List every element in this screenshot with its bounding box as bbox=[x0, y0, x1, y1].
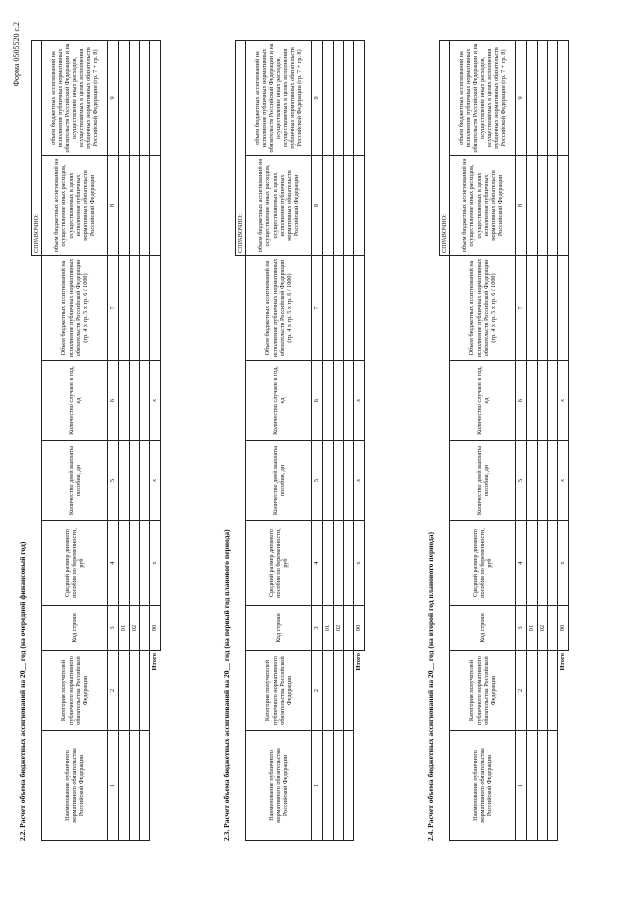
table-cell bbox=[140, 651, 150, 731]
column-number: 4 bbox=[108, 521, 119, 606]
table-cell bbox=[537, 651, 547, 731]
column-number: 1 bbox=[108, 731, 119, 841]
header-allocations-volume: Объем бюджетных ассигнований на исполнение публичных нормативных обязательств Российской Федерации (гр. 4 х гр. 5 х гр. 6 / 1000) bbox=[450, 255, 516, 360]
table-cell bbox=[140, 361, 150, 441]
table-cell bbox=[344, 521, 354, 606]
table-cell bbox=[129, 40, 139, 155]
total-cell bbox=[558, 155, 568, 255]
header-allocations-volume: Объем бюджетных ассигнований на исполнение публичных нормативных обязательств Российской Федерации (гр. 4 х гр. 5 х гр. 6 / 1000) bbox=[246, 255, 312, 360]
table-cell bbox=[333, 255, 343, 360]
not-applicable-mark: x bbox=[558, 361, 568, 441]
row-code: 02 bbox=[537, 606, 547, 651]
table-cell bbox=[323, 521, 333, 606]
table-cell bbox=[323, 361, 333, 441]
total-cell bbox=[354, 40, 364, 155]
not-applicable-mark: x bbox=[354, 441, 364, 521]
table-row bbox=[548, 40, 558, 840]
not-applicable-mark: x bbox=[558, 521, 568, 606]
column-number: 7 bbox=[516, 255, 527, 360]
table-cell bbox=[527, 651, 537, 731]
column-number: 9 bbox=[516, 40, 527, 155]
table-cell bbox=[129, 361, 139, 441]
table-cell bbox=[344, 441, 354, 521]
column-number: 8 bbox=[516, 155, 527, 255]
table-cell bbox=[140, 521, 150, 606]
table-cell bbox=[548, 441, 558, 521]
not-applicable-mark: x bbox=[354, 521, 364, 606]
section-title: 2.2. Расчет объема бюджетных ассигнований на 20__ год (на очередной финансовый год) bbox=[18, 541, 27, 841]
header-cases-per-year: Количество случаев в год, ед bbox=[42, 361, 108, 441]
table-row bbox=[140, 40, 150, 840]
total-cell bbox=[150, 155, 160, 255]
table-cell bbox=[323, 731, 333, 841]
total-label: Итого bbox=[355, 653, 363, 671]
table-row bbox=[333, 40, 343, 840]
table-cell bbox=[323, 255, 333, 360]
reference-header: СПРАВОЧНО: bbox=[236, 40, 246, 255]
column-number: 4 bbox=[312, 521, 323, 606]
column-number: 2 bbox=[516, 651, 527, 731]
total-cell bbox=[150, 40, 160, 155]
table-cell bbox=[527, 441, 537, 521]
total-cell bbox=[354, 255, 364, 360]
table-cell bbox=[548, 361, 558, 441]
not-applicable-mark: x bbox=[150, 361, 160, 441]
total-row-code: 90 bbox=[558, 606, 568, 651]
column-number: 5 bbox=[312, 441, 323, 521]
table-cell bbox=[344, 606, 354, 651]
header-total-with-other: объем бюджетных ассигнований на исполнение публичных нормативных обязательств Российской Федерации и на осуществление иных расходов, осуществляемых в целях исполнения публичных нормативных обязательств Российской Федерации (гр. 7 + гр. 8) bbox=[42, 40, 108, 155]
header-avg-daily-benefit: Средний размер дневного пособия по беременности, руб bbox=[246, 521, 312, 606]
not-applicable-mark: x bbox=[558, 441, 568, 521]
table-cell bbox=[119, 521, 129, 606]
column-number: 1 bbox=[312, 731, 323, 841]
table-cell bbox=[527, 255, 537, 360]
calculation-table bbox=[31, 40, 161, 841]
header-cases-per-year: Количество случаев в год, ед bbox=[450, 361, 516, 441]
calculation-table bbox=[439, 40, 569, 841]
column-number: 9 bbox=[108, 40, 119, 155]
column-numbers-row bbox=[108, 40, 119, 840]
table-cell bbox=[537, 441, 547, 521]
table-cell bbox=[129, 255, 139, 360]
table-cell bbox=[323, 441, 333, 521]
column-number: 5 bbox=[516, 441, 527, 521]
header-obligation-name: Наименование публичного нормативного обязательства Российской Федерации bbox=[42, 731, 108, 841]
form-label: Форма 0505520 с.2 bbox=[12, 22, 21, 87]
section-title: 2.4. Расчет объема бюджетных ассигнований на 20__ год (на второй год планового периода) bbox=[426, 531, 435, 841]
table-cell bbox=[537, 155, 547, 255]
table-cell bbox=[537, 521, 547, 606]
table-cell bbox=[344, 361, 354, 441]
table-cell bbox=[333, 361, 343, 441]
total-row bbox=[150, 40, 160, 840]
total-row-code: 90 bbox=[354, 606, 364, 651]
table-row bbox=[527, 40, 537, 840]
column-number: 3 bbox=[516, 606, 527, 651]
column-number: 5 bbox=[108, 441, 119, 521]
table-cell bbox=[537, 731, 547, 841]
table-cell bbox=[129, 441, 139, 521]
header-benefit-days: Количество дней выплаты пособия, дн bbox=[42, 441, 108, 521]
row-code: 02 bbox=[129, 606, 139, 651]
header-row-code: Код строки bbox=[450, 606, 516, 651]
table-cell bbox=[548, 521, 558, 606]
table-cell bbox=[344, 255, 354, 360]
header-other-expenses: объем бюджетных ассигнований на осуществление иных расходов, осуществляемых в целях исполнения публичных нормативных обязательств Российской Федерации bbox=[42, 155, 108, 255]
calculation-table bbox=[235, 40, 365, 841]
header-total-with-other: объем бюджетных ассигнований на исполнение публичных нормативных обязательств Российской Федерации и на осуществление иных расходов, осуществляемых в целях исполнения публичных нормативных обязательств Российской Федерации (гр. 7 + гр. 8) bbox=[246, 40, 312, 155]
table-cell bbox=[333, 651, 343, 731]
header-other-expenses: объем бюджетных ассигнований на осуществление иных расходов, осуществляемых в целях исполнения публичных нормативных обязательств Российской Федерации bbox=[450, 155, 516, 255]
table-cell bbox=[323, 155, 333, 255]
table-cell bbox=[140, 40, 150, 155]
header-other-expenses: объем бюджетных ассигнований на осуществление иных расходов, осуществляемых в целях исполнения публичных нормативных обязательств Российской Федерации bbox=[246, 155, 312, 255]
table-cell bbox=[140, 606, 150, 651]
header-avg-daily-benefit: Средний размер дневного пособия по беременности, руб bbox=[42, 521, 108, 606]
total-row-code: 90 bbox=[150, 606, 160, 651]
column-number: 4 bbox=[516, 521, 527, 606]
table-cell bbox=[323, 651, 333, 731]
reference-header: СПРАВОЧНО: bbox=[32, 40, 42, 255]
header-benefit-days: Количество дней выплаты пособия, дн bbox=[246, 441, 312, 521]
total-cell bbox=[354, 155, 364, 255]
table-cell bbox=[119, 361, 129, 441]
row-code: 01 bbox=[527, 606, 537, 651]
header-allocations-volume: Объем бюджетных ассигнований на исполнение публичных нормативных обязательств Российской Федерации (гр. 4 х гр. 5 х гр. 6 / 1000) bbox=[42, 255, 108, 360]
column-numbers-row bbox=[516, 40, 527, 840]
table-cell bbox=[129, 731, 139, 841]
table-cell bbox=[527, 521, 537, 606]
table-cell bbox=[140, 155, 150, 255]
table-cell bbox=[548, 731, 558, 841]
table-cell bbox=[537, 255, 547, 360]
table-cell bbox=[333, 521, 343, 606]
calculation-section bbox=[18, 41, 161, 841]
row-code: 01 bbox=[323, 606, 333, 651]
header-obligation-name: Наименование публичного нормативного обязательства Российской Федерации bbox=[450, 731, 516, 841]
reference-header: СПРАВОЧНО: bbox=[440, 40, 450, 255]
table-cell bbox=[119, 255, 129, 360]
header-obligation-name: Наименование публичного нормативного обязательства Российской Федерации bbox=[246, 731, 312, 841]
section-title: 2.3. Расчет объема бюджетных ассигнований на 20__ год (на первый год планового периода) bbox=[222, 529, 231, 841]
column-number: 8 bbox=[312, 155, 323, 255]
table-cell bbox=[537, 40, 547, 155]
not-applicable-mark: x bbox=[150, 441, 160, 521]
table-cell bbox=[548, 40, 558, 155]
header-recipient-category: Категория получателей публичного нормативного обязательства Российской Федерации bbox=[246, 651, 312, 731]
not-applicable-mark: x bbox=[150, 521, 160, 606]
column-numbers-row bbox=[312, 40, 323, 840]
row-code: 02 bbox=[333, 606, 343, 651]
table-cell bbox=[119, 40, 129, 155]
table-cell bbox=[344, 40, 354, 155]
calculation-section bbox=[222, 41, 365, 841]
table-cell bbox=[129, 651, 139, 731]
table-cell bbox=[129, 155, 139, 255]
table-cell bbox=[119, 155, 129, 255]
column-number: 8 bbox=[108, 155, 119, 255]
table-cell bbox=[548, 606, 558, 651]
table-cell bbox=[119, 651, 129, 731]
column-number: 6 bbox=[516, 361, 527, 441]
header-recipient-category: Категория получателей публичного нормативного обязательства Российской Федерации bbox=[42, 651, 108, 731]
total-label: Итого bbox=[151, 653, 159, 671]
table-row bbox=[344, 40, 354, 840]
total-row bbox=[354, 40, 364, 840]
header-total-with-other: объем бюджетных ассигнований на исполнение публичных нормативных обязательств Российской Федерации и на осуществление иных расходов, осуществляемых в целях исполнения публичных нормативных обязательств Российской Федерации (гр. 7 + гр. 8) bbox=[450, 40, 516, 155]
header-row-code: Код строки bbox=[246, 606, 312, 651]
table-cell bbox=[344, 651, 354, 731]
table-cell bbox=[527, 731, 537, 841]
table-cell bbox=[344, 731, 354, 841]
table-cell bbox=[333, 40, 343, 155]
table-row bbox=[129, 40, 139, 840]
column-number: 3 bbox=[108, 606, 119, 651]
calculation-section bbox=[426, 41, 569, 841]
column-number: 2 bbox=[312, 651, 323, 731]
table-cell bbox=[527, 155, 537, 255]
table-cell bbox=[527, 361, 537, 441]
column-number: 1 bbox=[516, 731, 527, 841]
column-number: 6 bbox=[108, 361, 119, 441]
table-cell bbox=[344, 155, 354, 255]
column-number: 7 bbox=[108, 255, 119, 360]
table-cell bbox=[119, 731, 129, 841]
column-number: 2 bbox=[108, 651, 119, 731]
table-cell bbox=[333, 731, 343, 841]
table-cell bbox=[548, 255, 558, 360]
column-number: 3 bbox=[312, 606, 323, 651]
table-row bbox=[537, 40, 547, 840]
table-row bbox=[119, 40, 129, 840]
table-cell bbox=[548, 651, 558, 731]
header-recipient-category: Категория получателей публичного нормативного обязательства Российской Федерации bbox=[450, 651, 516, 731]
table-row bbox=[323, 40, 333, 840]
column-number: 6 bbox=[312, 361, 323, 441]
table-cell bbox=[140, 255, 150, 360]
total-row bbox=[558, 40, 568, 840]
table-cell bbox=[527, 40, 537, 155]
total-label: Итого bbox=[559, 653, 567, 671]
table-cell bbox=[323, 40, 333, 155]
table-cell bbox=[548, 155, 558, 255]
table-cell bbox=[537, 361, 547, 441]
table-cell bbox=[140, 731, 150, 841]
table-cell bbox=[119, 441, 129, 521]
header-cases-per-year: Количество случаев в год, ед bbox=[246, 361, 312, 441]
header-row-code: Код строки bbox=[42, 606, 108, 651]
not-applicable-mark: x bbox=[354, 361, 364, 441]
column-number: 9 bbox=[312, 40, 323, 155]
table-cell bbox=[333, 155, 343, 255]
total-cell bbox=[558, 40, 568, 155]
header-benefit-days: Количество дней выплаты пособия, дн bbox=[450, 441, 516, 521]
row-code: 01 bbox=[119, 606, 129, 651]
total-cell bbox=[150, 255, 160, 360]
column-number: 7 bbox=[312, 255, 323, 360]
total-cell bbox=[558, 255, 568, 360]
table-cell bbox=[140, 441, 150, 521]
table-cell bbox=[333, 441, 343, 521]
header-avg-daily-benefit: Средний размер дневного пособия по беременности, руб bbox=[450, 521, 516, 606]
table-cell bbox=[129, 521, 139, 606]
